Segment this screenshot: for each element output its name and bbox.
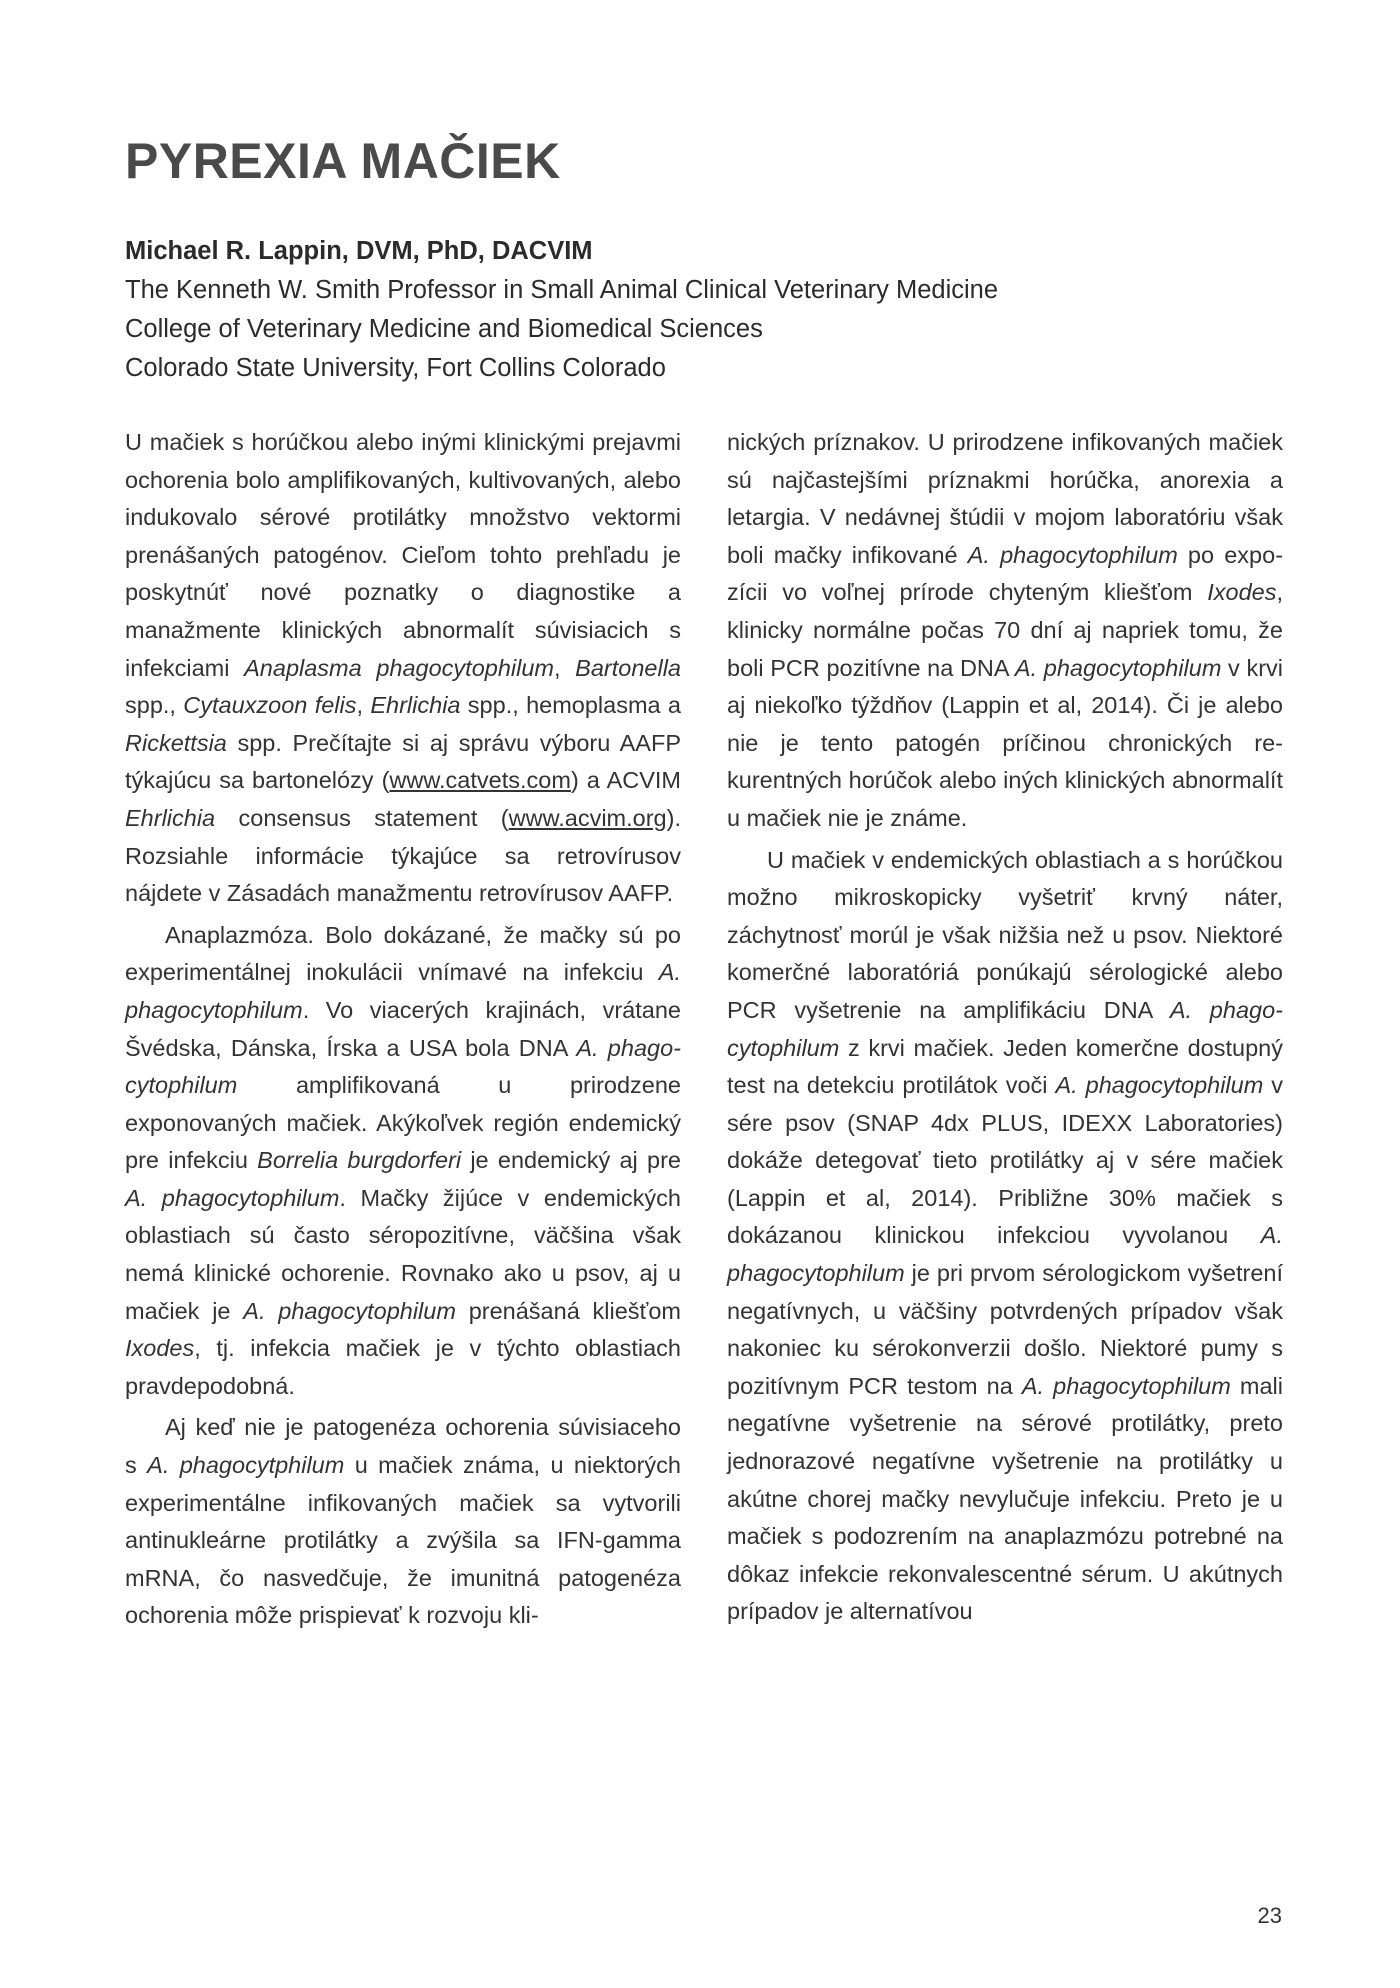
text-run: je endemický aj pre: [461, 1147, 681, 1174]
species-name: A. phagocytophilum: [1014, 654, 1222, 681]
species-name: A. phagocytophilum: [243, 1297, 456, 1324]
page-title: PYREXIA MAČIEK: [125, 133, 561, 189]
text-run: po expozícii vo voľnej prírode chyteným kliešťom: [727, 541, 1284, 606]
text-run: je pri prvom sérologickom vyšetrení negatívnych, u väčšiny potvrdených prípadov však nakoniec ku sérokonverzii došlo. Niektoré pumy s pozitívnym PCR testom na: [727, 1260, 1283, 1399]
species-name: Ixodes: [1207, 579, 1277, 606]
species-name: A. phagocytophilum: [1021, 1372, 1231, 1399]
species-name: Cytauxzoon felis: [183, 692, 357, 719]
species-name: A. phagocytphilum: [147, 1452, 345, 1479]
left-column: [125, 424, 681, 1635]
species-name: A. phagocytophilum: [727, 996, 1283, 1061]
species-name: A. phagocytophilum: [967, 541, 1178, 568]
text-run: spp.,: [125, 692, 184, 719]
text-run: consensus statement (: [215, 804, 509, 831]
text-run: v krvi aj niekoľko týždňov (Lappin et al, 2014). Či je alebo nie je tento patogén príčinou chronických rekurentných horúčok alebo iných klinických abnormalít u mačiek nie je známe.: [727, 654, 1283, 831]
text-run: Aj keď nie je patogenéza ochorenia súvisiaceho s: [125, 1414, 681, 1479]
species-name: Ehrlichia: [370, 692, 461, 719]
paragraph-intro: [125, 424, 681, 913]
text-run: mali negatívne vyšetrenie na sérové protilátky, preto jednorazové negatívne vyšetrenie na protilátky u akútne chorej mačky nevylučuje infekciu. Preto je u mačiek s podozrením na anaplazmózu potrebné na dôkaz infekcie rekonvalescentné sérum. U akútnych prípadov je alternatívou: [727, 1372, 1283, 1625]
species-name: Ixodes: [125, 1335, 195, 1362]
text-run: ). Rozsiahle informácie týkajúce sa retrovírusov nájdete v Zásadách manažmentu retrovírusov AAFP.: [125, 804, 681, 907]
text-run: spp., hemoplasma a: [460, 692, 682, 719]
right-column: [727, 424, 1283, 1631]
text-run: ,: [554, 654, 576, 681]
species-name: A. phagocytophilum: [125, 1184, 340, 1211]
species-name: Borrelia burgdorferi: [257, 1147, 462, 1174]
species-name: Anaplasma phagocytophilum: [244, 654, 554, 681]
text-run: u mačiek známa, u niektorých experimentálne infikovaných mačiek sa vytvorili antinukleárne protilátky a zvýšila sa IFN-gamma mRNA, čo nasvedčuje, že imunitná patogenéza ochorenia môže prispievať k rozvoju kli-: [125, 1452, 682, 1629]
author-university: Colorado State University, Fort Collins Colorado: [125, 354, 666, 382]
text-run: amplifikovaná u prirodzene exponovaných mačiek. Akýkoľvek región endemický pre infekciu: [125, 1072, 681, 1174]
text-run: . Mačky žijúce v endemických oblastiach sú často séropozitívne, väčšina však nemá klinické ochorenie. Rovnako ako u psov, aj u mačiek je: [125, 1184, 681, 1324]
text-run: U mačiek v endemických oblastiach a s horúčkou možno mikroskopicky vyšetriť krvný náter, záchytnosť morúl je však nižšia než u psov. Niektoré komerčné laboratóriá ponúkajú sérologické alebo PCR vyšetrenie na amplifikáciu DNA: [727, 846, 1283, 1023]
species-name: Rickettsia: [125, 729, 227, 756]
author-college: College of Veterinary Medicine and Biomedical Sciences: [125, 315, 763, 343]
text-run: U mačiek s horúčkou alebo inými klinickými prejavmi ochorenia bolo amplifikovaných, kultivovaných, alebo indukovalo sérové protilátky množstvo vektormi prenášaných patogénov. Cieľom tohto prehľadu je poskytnúť nové poznatky o diagnostike a manažmente klinických abnormalít súvisiacich s infekciami: [125, 429, 681, 681]
text-run: spp. Prečítajte si aj správu výboru AAFP týkajúcu sa bartonelózy (: [125, 729, 681, 794]
text-run: Anaplazmóza. Bolo dokázané, že mačky sú po experimentálnej inokulácii vnímavé na infekciu: [125, 921, 681, 986]
author-block: [125, 232, 1285, 388]
paragraph-anaplasmosis: [125, 917, 681, 1406]
paragraph-pathogenesis: [125, 1409, 681, 1635]
text-run: , klinicky normálne počas 70 dní aj napriek tomu, že boli PCR pozitívne na DNA: [727, 579, 1283, 681]
link-acvim[interactable]: www.acvim.org: [508, 804, 667, 831]
paragraph-diagnosis: [727, 842, 1283, 1631]
species-name: A. phagocytophilum: [1055, 1072, 1264, 1099]
species-name: A. phagocytophilum: [125, 959, 681, 1023]
text-run: v sére psov (SNAP 4dx PLUS, IDEXX Laboratories) dokáže detegovať tieto protilátky aj v sére mačiek (Lappin et al, 2014). Približne 30% mačiek s dokázanou klinickou infekciou vyvolanou: [727, 1072, 1284, 1249]
text-run: nických príznakov. U prirodzene infikovaných mačiek sú najčastejšími príznakmi horúčka, anorexia a letargia. V nedávnej štúdii v mojom laboratóriu však boli mačky infikované: [727, 429, 1283, 568]
species-name: A. phagocytophilum: [727, 1222, 1283, 1287]
text-run: z krvi mačiek. Jeden komerčne dostupný test na detekciu protilátok voči: [727, 1034, 1283, 1099]
link-catvets[interactable]: www.catvets.com: [389, 767, 571, 794]
species-name: Ehrlichia: [125, 804, 216, 831]
author-position: The Kenneth W. Smith Professor in Small Animal Clinical Veterinary Medicine: [125, 276, 999, 304]
text-run: , tj. infekcia mačiek je v týchto oblastiach pravdepodobná.: [125, 1335, 681, 1399]
text-run: ) a ACVIM: [570, 767, 681, 794]
page-number: 23: [1257, 1903, 1282, 1928]
species-name: A. phagocytophilum: [125, 1034, 681, 1099]
text-run: prenášaná kliešťom: [455, 1297, 682, 1324]
author-name: Michael R. Lappin, DVM, PhD, DACVIM: [125, 237, 593, 265]
text-run: ,: [356, 692, 371, 719]
species-name: Bartonella: [575, 654, 681, 681]
paragraph-clinical-signs: [727, 424, 1283, 838]
text-run: . Vo viacerých krajinách, vrátane Švédska, Dánska, Írska a USA bola DNA: [125, 996, 681, 1061]
